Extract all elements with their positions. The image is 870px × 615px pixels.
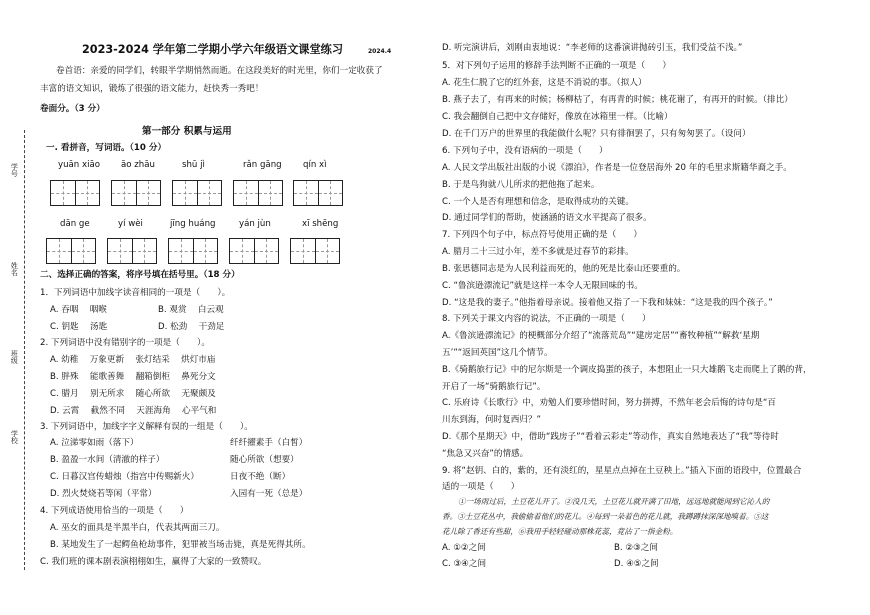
- question-text: 2. 下列词语中没有错别字的一项是（ ）。: [40, 338, 210, 348]
- option: D. 在千门万户的世界里的我能做什么呢？只有徘徊罢了，只有匆匆罢了。（设问）: [442, 129, 751, 139]
- option: 纤纤擢素手（白皙）: [230, 438, 308, 448]
- pinyin-label: jīng huáng: [170, 219, 216, 229]
- answer-grid[interactable]: [172, 180, 222, 206]
- score-line: 卷面分。（3 分）: [40, 104, 105, 114]
- option: B. 观赏 白云观: [158, 305, 224, 315]
- option: C. ③④之间: [442, 559, 487, 569]
- question-text: 3. 下列词语中，加线字字义解释有误的一组是（ ）。: [40, 422, 253, 432]
- option: D. ④⑤之间: [614, 559, 659, 569]
- pinyin-label: xī shēng: [302, 219, 339, 229]
- option: D.《那个星期天》中，借助“践房子”“看着云彩走”等动作，真实自然地表达了“我”等待时: [442, 432, 779, 442]
- option: A. 幼稚 万象更新 张灯结采 烘灯市庙: [50, 355, 216, 365]
- question-text: 8. 下列关于课文内容的说法，不正确的一项是（ ）: [442, 314, 651, 324]
- option: 五’”“返回英国”这几个情节。: [442, 348, 553, 358]
- question-text: 适的一项是（ ）: [442, 482, 520, 492]
- answer-grid[interactable]: [233, 180, 283, 206]
- option: A. 花生仁脱了它的红外套，这是不消说的事。（拟人）: [442, 78, 647, 88]
- option: A. ①②之间: [442, 543, 486, 553]
- pinyin-label: qín xì: [303, 160, 327, 170]
- question-text: 7. 下列四个句子中，标点符号使用正确的是（ ）: [442, 230, 642, 240]
- option: 日夜不绝（断）: [230, 472, 291, 482]
- option: D. 云霄 截然不同 天涯海角 心平气和: [50, 406, 217, 416]
- pinyin-label: yán jùn: [239, 219, 271, 229]
- sidebar-label-name: 姓名: [10, 262, 19, 276]
- pinyin-label: rǎn gāng: [243, 160, 282, 170]
- pinyin-label: dān ge: [60, 219, 90, 229]
- pinyin-label: yí wèi: [118, 219, 143, 229]
- answer-grid[interactable]: [293, 180, 343, 206]
- question-text: 9. 将“赵钥、白的，紫的，还有淡红的，星星点点掉在土豆秧上。”插入下面的语段中，位置最合: [442, 466, 802, 476]
- option: B. 于是鸟狗就八儿所求的把他拖了起来。: [442, 180, 600, 190]
- option: A. 泣涕零如雨（落下）: [50, 438, 139, 448]
- intro-line-2: 丰富的语文知识，锻炼了很强的语文能力，赶快秀一秀吧！: [40, 84, 264, 94]
- sidebar-label-student-id: 学号: [10, 163, 19, 177]
- part1-title: 第一部分 积累与运用: [142, 126, 232, 137]
- option: D. 烈火焚烧若等闲（平常）: [50, 489, 157, 499]
- option: 入园有一死（总是）: [230, 489, 308, 499]
- option: A. 巫女的面具是半黑半白，代表其两面三刀。: [50, 523, 225, 533]
- answer-grid[interactable]: [229, 238, 279, 264]
- option: D. “这是我的妻子。”他指着母亲说。接着他又指了一下我和妹妹：“这是我的四个孩子。”: [442, 298, 773, 308]
- pinyin-label: shū jì: [182, 160, 205, 170]
- option: “焦急又兴奋”的情感。: [442, 449, 529, 459]
- answer-grid[interactable]: [50, 180, 100, 206]
- intro-line-1: 卷首语：亲爱的同学们，转眼半学期悄然而逝。在这段美好的时光里，你们一定收获了: [56, 66, 383, 76]
- option: C. “鲁滨逊漂流记”就是这样一本令人无限回味的书。: [442, 281, 643, 291]
- sidebar-label-class: 班级: [10, 350, 19, 364]
- option: C. 我会翻倒自己把中文存储好，像放在冰箱里一样。（比喻）: [442, 112, 673, 122]
- option: B. 燕子去了，有再来的时候；杨柳枯了，有再青的时候；桃花谢了，有再开的时候。（排比）: [442, 95, 793, 105]
- pinyin-label: yuān xiāo: [58, 160, 100, 170]
- sidebar-label-school: 学校: [10, 430, 19, 444]
- passage-line: 香。③土豆花丛中，我偷偷着他们的花儿。④每到一朵着色的花儿就，我蹲蹲抹深深地嗅着。⑤这: [442, 512, 769, 521]
- option: A. 腊月二十三过小年，差不多就是过春节的彩排。: [442, 247, 634, 257]
- option: C. 我们班的课本剧表演栩栩如生，赢得了大家的一致赞叹。: [40, 557, 267, 567]
- option: 随心所欲（想要）: [230, 455, 299, 465]
- option: C. 乐府诗《长歌行》中，劝勉人们要珍惜时间，努力拼搏，不然年老会后悔的诗句是“百: [442, 398, 776, 408]
- option: B. 胖殊 能歌善舞 翻箱倒柜 鼻死分文: [50, 372, 216, 382]
- question-text: 6. 下列句子中，没有语病的一项是（ ）: [442, 146, 608, 156]
- option: C. 日暮汉宫传蜡烛（指宫中传赐新火）: [50, 472, 199, 482]
- answer-grid[interactable]: [168, 238, 218, 264]
- option: 开启了一场“骑鹅旅行记”。: [442, 382, 546, 392]
- option: A.《鲁滨逊漂流记》的梗概部分介绍了“流落荒岛”“建房定居”“畜牧种植”“解救‘星期: [442, 331, 760, 341]
- passage-line: 花儿除了香还有些甜，⑥我用手轻轻碰动那株花蕊，竟沾了一指金粉。: [442, 527, 678, 536]
- option: A. 吞咽 咽喉: [50, 305, 107, 315]
- option: B. 盈盈一水间（清澈的样子）: [50, 455, 165, 465]
- answer-grid[interactable]: [107, 238, 157, 264]
- passage-line: ①一场雨过后，土豆花儿开了。②没几天，土豆花儿就开满了田地，远远地就能闻到它沁人的: [458, 497, 770, 506]
- option: C. 一个人是否有理想和信念，是取得成功的关键。: [442, 197, 634, 207]
- option: B.《骑鹅旅行记》中的尼尔斯是一个调皮捣蛋的孩子，本想阻止一只大雄鹅飞走而爬上了鹅的背，: [442, 365, 812, 375]
- binding-line: [24, 130, 25, 570]
- pinyin-label: āo zhāu: [121, 160, 155, 170]
- answer-grid[interactable]: [290, 238, 340, 264]
- question-text: 1．下列词语中加线字读音相同的一项是（ ）。: [40, 288, 231, 298]
- question-text: 4. 下列成语使用恰当的一项是（ ）: [40, 506, 189, 516]
- page-title: 2023-2024 学年第二学期小学六年级语文课堂练习: [82, 43, 344, 56]
- question-2-title: 二、选择正确的答案，将序号填在括号里。（18 分）: [40, 270, 240, 280]
- option: B. 张思德同志是为人民利益而死的，他的死是比泰山还要重的。: [442, 264, 686, 274]
- option: C. 钥匙 汤匙: [50, 322, 108, 332]
- option: D. 听完演讲后，刘刚由衷地说：“李老师的这番演讲抛砖引玉，我们受益不浅。”: [442, 43, 743, 53]
- option: 川东到海，何时复西归？”: [442, 415, 541, 425]
- option: B. 某地发生了一起鳄鱼枪劫事件，犯罪被当场击毙，真是死得其所。: [50, 540, 311, 550]
- option: A. 人民文学出版社出版的小说《漂泊》，作者是一位登居海外 20 年的毛里求斯籍华裔之手。: [442, 163, 792, 173]
- question-1-title: 一. 看拼音，写词语。（10 分）: [46, 143, 167, 153]
- exam-date: 2024.4: [368, 48, 392, 55]
- question-text: 5．对下列句子运用的修辞手法判断不正确的一项是（ ）: [442, 61, 671, 71]
- answer-grid[interactable]: [46, 238, 96, 264]
- option: D. 通过同学们的帮助，使涵涵的语文水平提高了很多。: [442, 213, 652, 223]
- option: D. 松劲 干劲足: [158, 322, 225, 332]
- answer-grid[interactable]: [111, 180, 161, 206]
- option: B. ②③之间: [614, 543, 658, 553]
- option: C. 腊月 别无所求 随心所欲 无聚颇及: [50, 389, 216, 399]
